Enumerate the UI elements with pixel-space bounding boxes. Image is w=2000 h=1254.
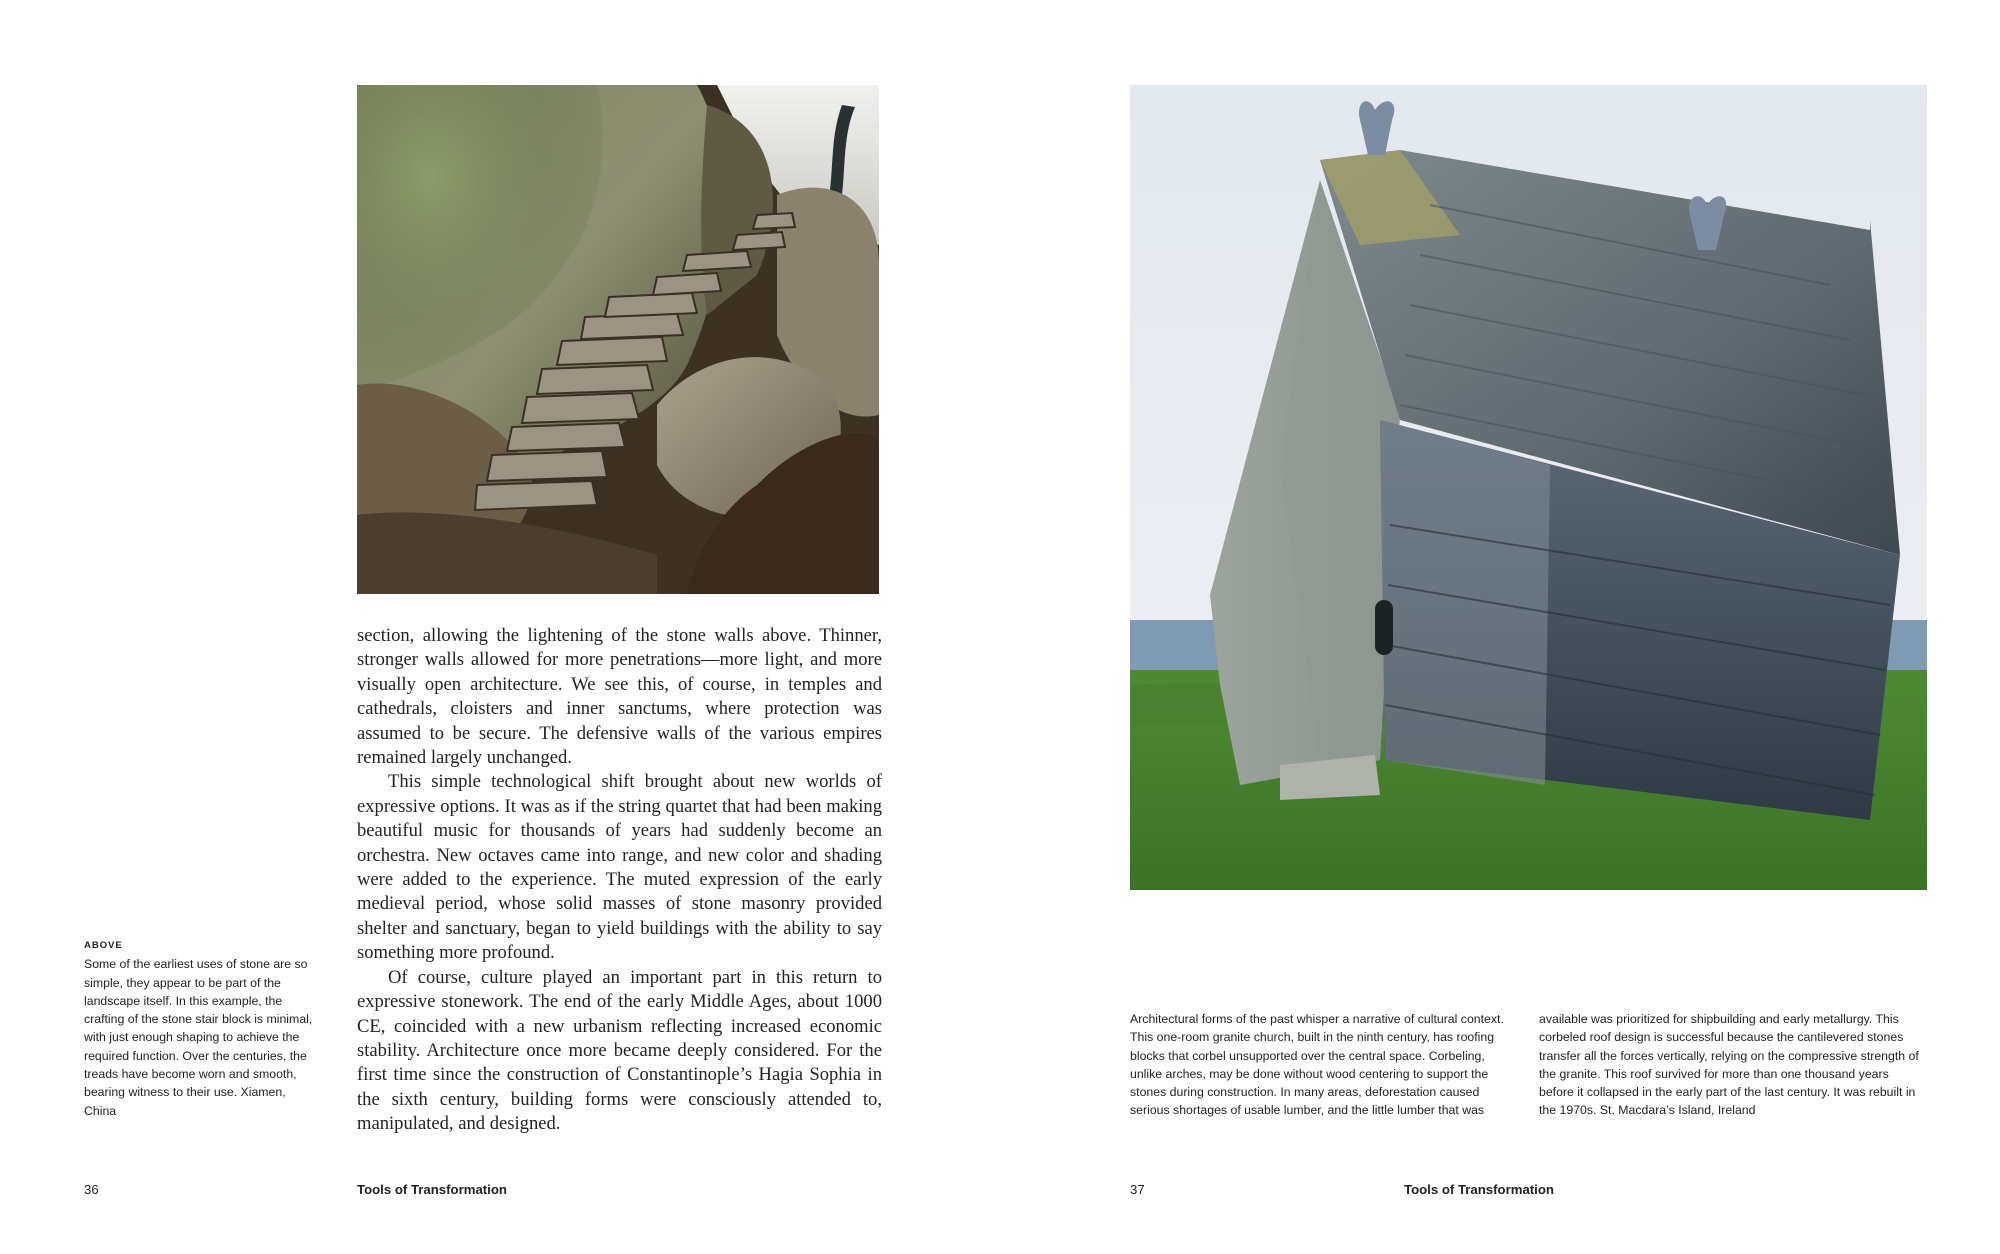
- body-paragraph-1: section, allowing the lightening of the stone walls above. Thinner, stronger walls allowed for more penetrations—more light, and more visually open architecture. We see this, of course, in temples and cathedrals, cloisters and inner sanctums, where protection was assumed to be secure. The defensive walls of the various empires remained largely unchanged.: [357, 625, 882, 769]
- stone-stairs-photo: [357, 85, 879, 594]
- running-head: Tools of Transformation: [357, 1182, 507, 1197]
- photo-caption-column-1: Architectural forms of the past whisper a narrative of cultural context. This one-room granite church, built in the ninth century, has roofing blocks that corbel unsupported over the central space. Corbeling, unlike arches, may be done without wood centering to support the stones during construction. In many areas, deforestation caused serious shortages of usable lumber, and the little lumber that was: [1130, 1012, 1504, 1118]
- photo-caption: [84, 937, 314, 1120]
- stone-stairs-image: [357, 85, 879, 594]
- photo-caption-column-2: available was prioritized for shipbuilding and early metallurgy. This corbeled roof design is successful because the cantilevered stones transfer all the forces vertically, relying on the compressive strength of the granite. This roof survived for more than one thousand years before it collapsed in the early part of the last century. It was rebuilt in the 1970s. St. Macdara’s Island, Ireland: [1539, 1012, 1919, 1118]
- caption-text: Some of the earliest uses of stone are so simple, they appear to be part of the landscape itself. In this example, the crafting of the stone stair block is minimal, with just enough shaping to achieve the required function. Over the centuries, the treads have become worn and smooth, bearing witness to their use. Xiamen, China: [84, 957, 313, 1118]
- page-number: 37: [1130, 1182, 1145, 1197]
- granite-church-image: [1130, 85, 1927, 890]
- body-paragraph-3: Of course, culture played an important part in this return to expressive stonework. The end of the early Middle Ages, about 1000 CE, coincided with a new urbanism reflecting increased economic stability. Architecture once more became deeply considered. For the first time since the construction of Constantinople’s Hagia Sophia in the sixth century, building forms were consciously attended to, manipulated, and designed.: [357, 966, 882, 1135]
- granite-church-photo: [1130, 85, 1927, 890]
- running-head: Tools of Transformation: [1404, 1182, 1554, 1197]
- body-text: [357, 624, 882, 1137]
- page-number: 36: [84, 1182, 99, 1197]
- caption-label: ABOVE: [84, 940, 123, 951]
- body-paragraph-2: This simple technological shift brought about new worlds of expressive options. It was as if the string quartet that had been making beautiful music for thousands of years had suddenly become an orchestra. New octaves came into range, and new color and shading were added to the experience. The muted expression of the early medieval period, whose solid masses of stone masonry provided shelter and sanctuary, began to yield buildings with the ability to say something more profound.: [357, 771, 882, 964]
- right-page: [1000, 0, 2000, 1254]
